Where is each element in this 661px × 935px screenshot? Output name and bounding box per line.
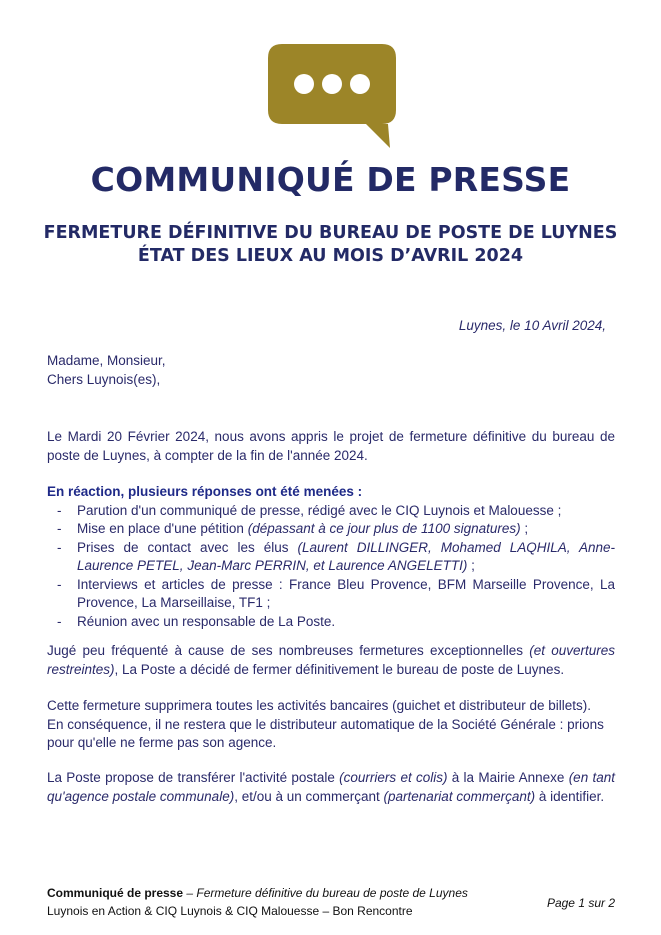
- speech-bubble-icon: [268, 44, 396, 148]
- subtitle-line-2: ÉTAT DES LIEUX AU MOIS D’AVRIL 2024: [137, 246, 524, 266]
- paragraph-consequences: [47, 697, 615, 753]
- list-item: - Parution d'un communiqué de presse, rédigé avec le CIQ Luynois et Malouesse ;: [57, 502, 562, 518]
- consequences-line-2: En conséquence, il ne restera que le distributeur automatique de la Société Générale : prions pour qu'elle ne ferme pas son agence.: [47, 716, 604, 750]
- page-title: COMMUNIQUÉ DE PRESSE: [90, 160, 571, 199]
- footer-line-1: Communiqué de presse – Fermeture définitive du bureau de poste de Luynes: [47, 886, 468, 900]
- subtitle: [0, 222, 661, 268]
- reactions-section: [47, 483, 615, 631]
- footer-line-2: Luynois en Action & CIQ Luynois & CIQ Malouesse – Bon Rencontre: [47, 904, 413, 918]
- page-number: Page 1 sur 2: [546, 896, 615, 910]
- greeting-line-1: Madame, Monsieur,: [47, 353, 166, 368]
- paragraph-transfer-proposal: La Poste propose de transférer l'activité postale (courriers et colis) à la Mairie Annexe (en tant qu'agence postale communale), et/ou à un commerçant (partenariat commerçant) à identifier.: [47, 770, 615, 804]
- greeting: [47, 352, 615, 389]
- list-item: - Réunion avec un responsable de La Poste.: [57, 613, 336, 629]
- subtitle-line-1: FERMETURE DÉFINITIVE DU BUREAU DE POSTE DE LUYNES: [43, 223, 618, 243]
- reactions-heading: En réaction, plusieurs réponses ont été menées :: [47, 484, 363, 499]
- greeting-line-2: Chers Luynois(es),: [47, 371, 161, 387]
- dateline: Luynes, le 10 Avril 2024,: [458, 318, 606, 333]
- list-item: - Interviews et articles de presse : France Bleu Provence, BFM Marseille Provence, La Provence, La Marseillaise, TF1 ;: [57, 576, 615, 610]
- list-item: - Mise en place d'une pétition (dépassant à ce jour plus de 1100 signatures) ;: [57, 521, 529, 536]
- page-footer: [47, 884, 615, 920]
- paragraph-announcement: Le Mardi 20 Février 2024, nous avons appris le projet de fermeture définitive du bureau de poste de Luynes, à compter de la fin de l'année 2024.: [47, 429, 615, 463]
- list-item: - Prises de contact avec les élus (Laurent DILLINGER, Mohamed LAQHILA, Anne-Laurence PETEL, Jean-Marc PERRIN, et Laurence ANGELETTI) ;: [57, 539, 615, 573]
- reactions-list: [47, 502, 615, 632]
- consequences-line-1: Cette fermeture supprimera toutes les activités bancaires (guichet et distributeur de billets).: [47, 698, 592, 713]
- paragraph-closure-decision: Jugé peu fréquenté à cause de ses nombreuses fermetures exceptionnelles (et ouvertures restreintes), La Poste a décidé de fermer définitivement le bureau de poste de Luynes.: [47, 643, 616, 677]
